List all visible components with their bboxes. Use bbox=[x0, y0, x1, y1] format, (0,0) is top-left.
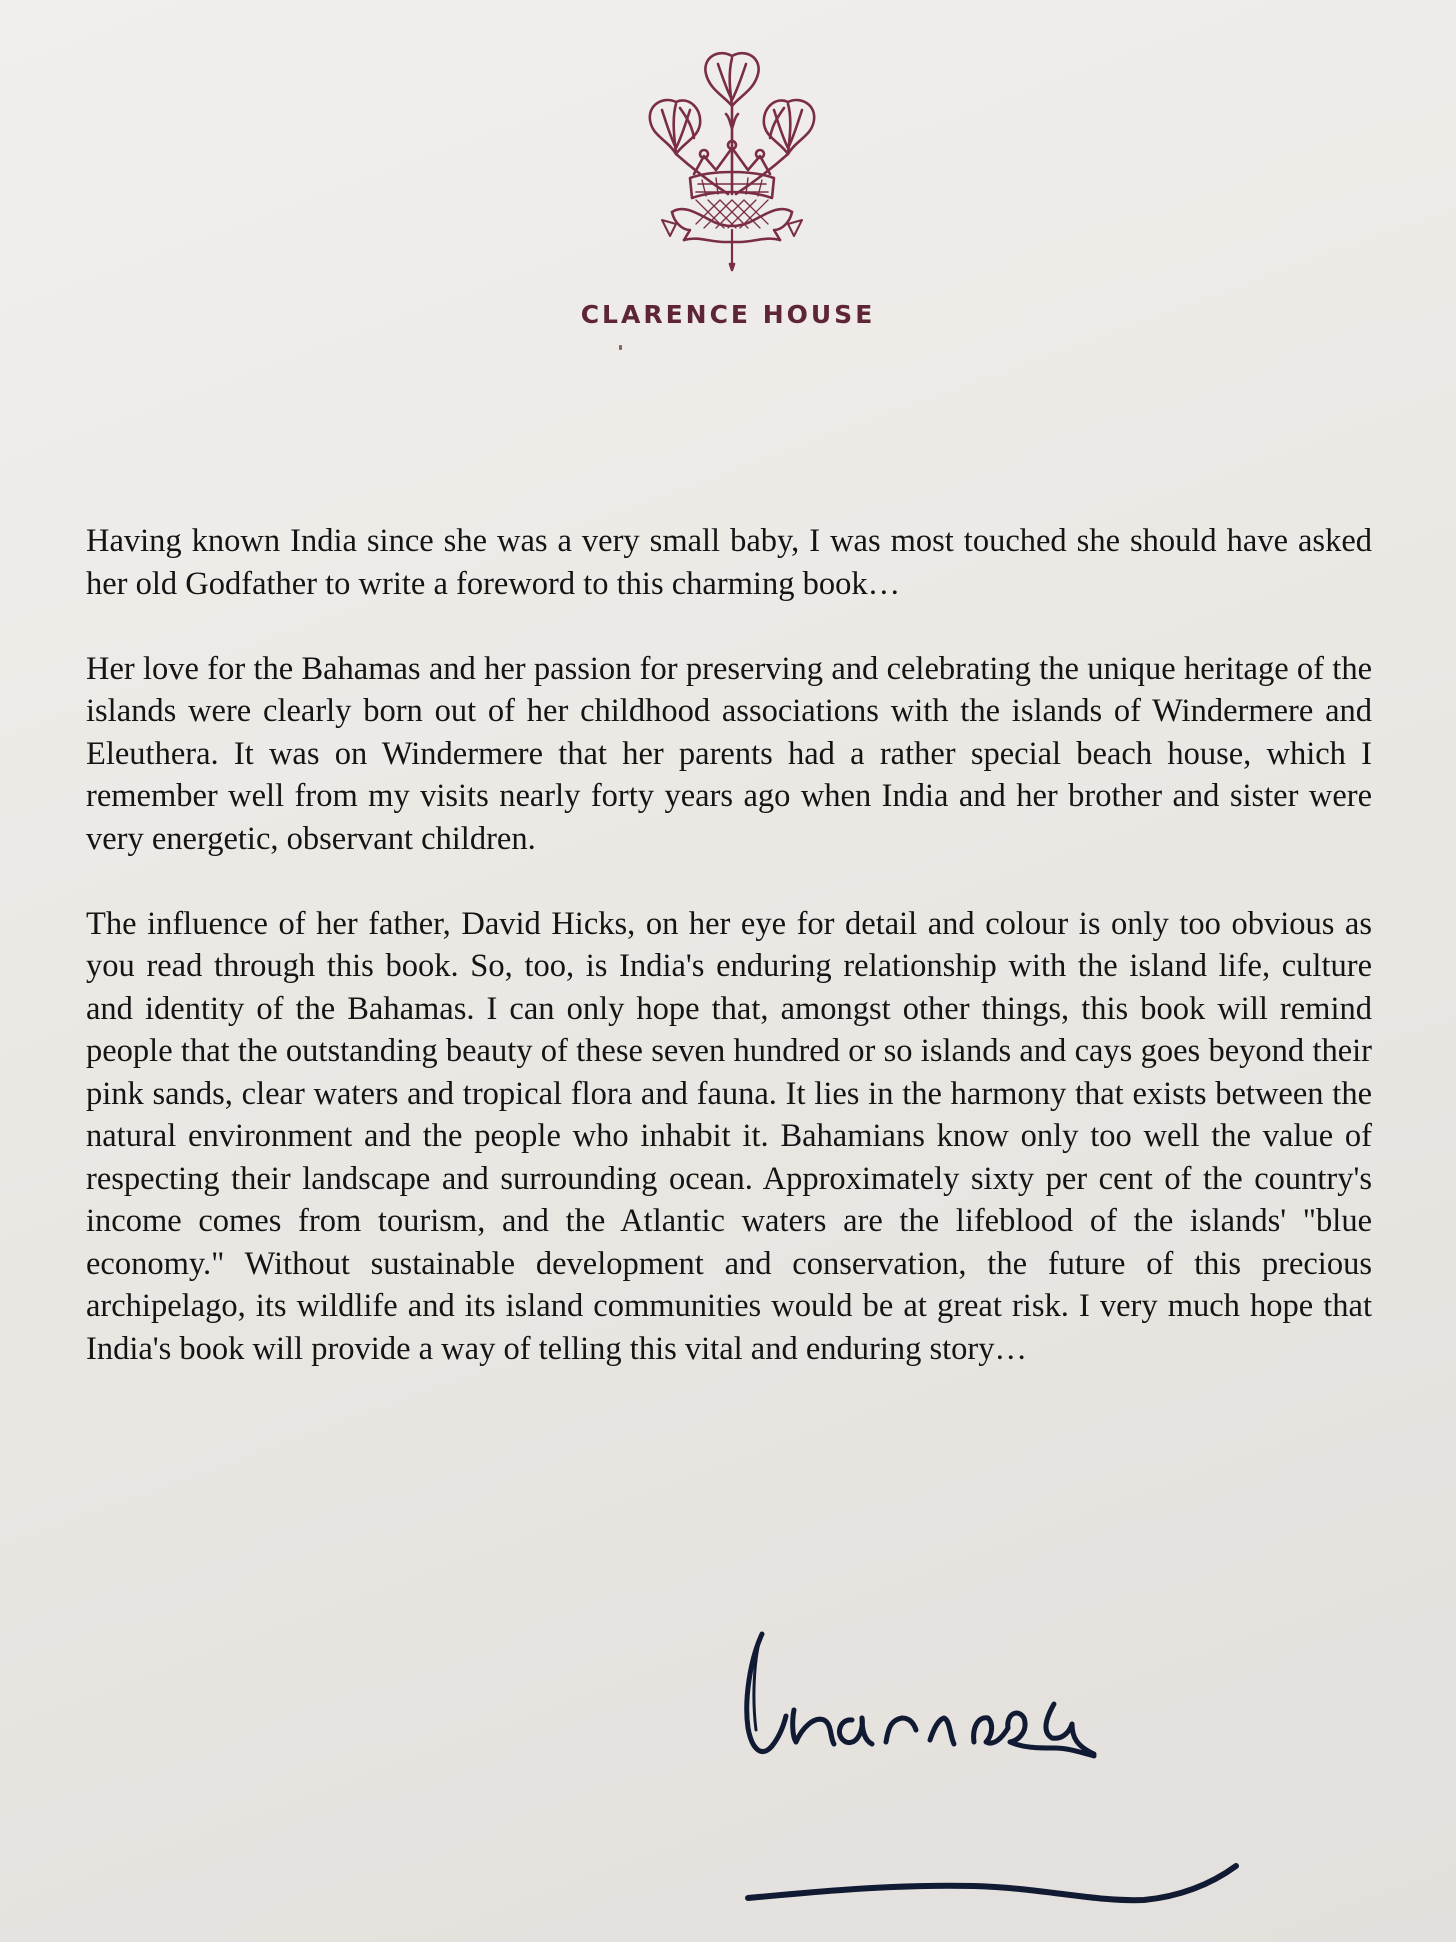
paper-mark bbox=[619, 345, 622, 350]
letter-paragraph-1: Having known India since she was a very small baby, I was most touched she should have asked her old Godfather to write a foreword to this charming book… bbox=[86, 523, 1372, 602]
handwritten-signature bbox=[724, 1620, 1244, 1920]
letter-body bbox=[86, 520, 1372, 1413]
prince-of-wales-feathers-icon bbox=[632, 44, 832, 274]
letter-paragraph-2: Her love for the Bahamas and her passion for preserving and celebrating the unique heritage of the islands were clearly born out of her childhood associations with the islands of Windermere and Eleuthera. It was on Windermere that her parents had a rather special beach house, which I remember well from my visits nearly forty years ago when India and her brother and sister were very energetic, observant children. bbox=[86, 650, 1372, 857]
letter-paragraph-3: The influence of her father, David Hicks, on her eye for detail and colour is only too obvious as you read through this book. So, too, is India's enduring relationship with the island life, culture and identity of the Bahamas. I can only hope that, amongst other things, this book will remind people that the outstanding beauty of these seven hundred or so islands and cays goes beyond their pink sands, clear waters and tropical flora and fauna. It lies in the harmony that exists between the natural environment and the people who inhabit it. Bahamians know only too well the value of respecting their landscape and surrounding ocean. Approximately sixty per cent of the country's income comes from tourism, and the Atlantic waters are the lifeblood of the islands' "blue economy." Without sustainable development and conservation, the future of this precious archipelago, its wildlife and its island communities would be at great risk. I very much hope that India's book will provide a way of telling this vital and enduring story… bbox=[86, 905, 1372, 1367]
letterhead-title: CLARENCE HOUSE bbox=[580, 300, 876, 329]
